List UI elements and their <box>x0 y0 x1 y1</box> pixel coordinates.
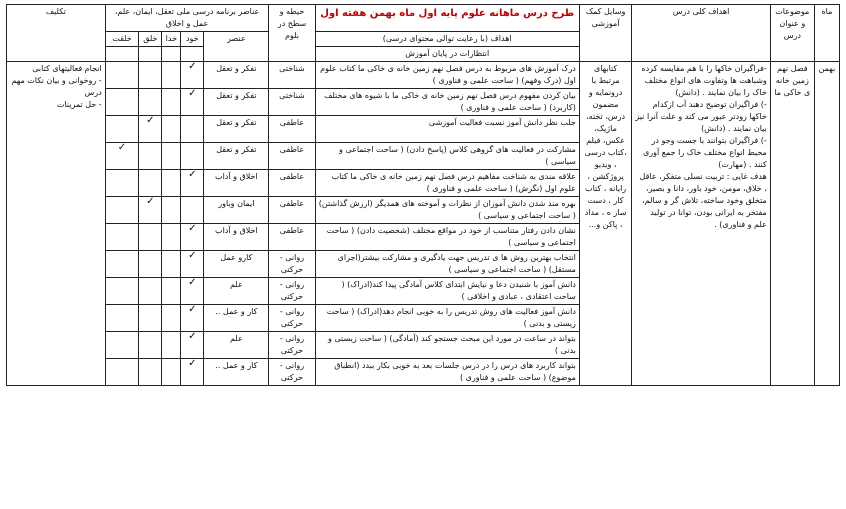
creation-check <box>139 143 162 170</box>
creation-check <box>139 359 162 386</box>
header-element: عنصر <box>204 32 269 62</box>
creation-check <box>139 89 162 116</box>
self-check: ✓ <box>181 251 204 278</box>
objectives-body <box>7 62 840 386</box>
element-cell: کار و عمل .. <box>204 359 269 386</box>
creation-check <box>139 224 162 251</box>
element-cell: کار و عمل .. <box>204 305 269 332</box>
creature-check: ✓ <box>105 143 139 170</box>
element-cell: علم <box>204 332 269 359</box>
creation-check: ✓ <box>139 116 162 143</box>
element-cell: ایمان وباور <box>204 197 269 224</box>
header-creation-blank <box>139 47 162 62</box>
header-domain-level: حیطه و سطح در بلوم <box>269 5 315 62</box>
god-check <box>162 359 181 386</box>
header-god: خدا <box>162 32 181 47</box>
god-check <box>162 143 181 170</box>
self-check: ✓ <box>181 62 204 89</box>
objective-cell: مشارکت در فعالیت های گروهی کلاس (پاسخ دادن) ( ساحت اجتماعی و سیاسی ) <box>315 143 579 170</box>
general-goals-cell: -فراگیران خاکها را با هم مقایسه کرده وشباهت ها وتفاوت های انواع مختلف خاک را بیان نمایند . (دانش) -) فراگیران توضیح دهند آب ازکدام خاکها زودتر عبور می کند و علت آنرا نیز بیان نمایند . (دانش) -) فراگیران بتوانند با جست وجو در محیط انواع مختلف خاک را جمع آوری کنند . (مهارت) هدف غایی : تربیت نسلی متفکر، عاقل ، خلاق، مومن، خود باور، دانا و بصیر، متخلق وخود ساخته، تلاش گر و سالم، مفتخر به ایرانی بودن، توانا در تولید علم و فناوری) . <box>632 62 770 386</box>
god-check <box>162 305 181 332</box>
objective-cell: بهره مند شدن دانش آموزان از نظرات و آموخته های همدیگر (ارزش گذاشتن) ( ساحت اجتماعی و سیاسی ) <box>315 197 579 224</box>
header-objectives: اهداف (با رعایت توالی محتوای درسی) <box>315 32 579 47</box>
god-check <box>162 197 181 224</box>
objective-cell: بتواند کاربرد های درس را در درس جلسات بعد به خوبی بکار ببدد (انطباق موضوع) ( ساحت علمی و فناوری ) <box>315 359 579 386</box>
god-check <box>162 116 181 143</box>
creation-check <box>139 170 162 197</box>
objective-cell: دانش آموز فعالیت های روش تدریس را به خوبی انجام دهد(ادراک) ( ساحت زیستی و بدنی ) <box>315 305 579 332</box>
header-tools: وسایل کمک آموزشی <box>579 5 631 62</box>
domain-cell: روانی - حرکتی <box>269 359 315 386</box>
domain-cell: روانی - حرکتی <box>269 332 315 359</box>
self-check <box>181 116 204 143</box>
header-expectations: انتظارات در پایان آموزش <box>315 47 579 62</box>
god-check <box>162 332 181 359</box>
self-check: ✓ <box>181 89 204 116</box>
creature-check <box>105 278 139 305</box>
objective-cell: بیان کردن مفهوم درس فصل نهم زمین خانه ی خاکی ما با شیوه های مختلف (کاربرد) ( ساحت علمی و فناوری ) <box>315 89 579 116</box>
element-cell: تفکر و تعقل <box>204 89 269 116</box>
creature-check <box>105 116 139 143</box>
tools-cell: کتابهای مرتبط با درونمایه و مضمون درس، تخته، ماژیک، عکس، فیلم ،کتاب درسی ، ویدیو پروژکشن ، رایانه ، کتاب کار ، دست ساز ه ، مداد ، پاکن و... <box>579 62 631 386</box>
objective-cell: دانش آموز با شنیدن دعا و نیایش ابتدای کلاس آمادگی پیدا کند(ادراک) ( ساحت اعتقادی ، عبادی و اخلاقی ) <box>315 278 579 305</box>
homework-cell: انجام فعالیتهای کتابی - روخوانی و بیان نکات مهم درس - حل تمرینات <box>7 62 106 386</box>
objective-cell: جلب نظر دانش آموز نسبت فعالیت آموزشی <box>315 116 579 143</box>
header-month: ماه <box>814 5 839 62</box>
creation-check <box>139 278 162 305</box>
creature-check <box>105 359 139 386</box>
god-check <box>162 62 181 89</box>
god-check <box>162 251 181 278</box>
header-homework: تکلیف <box>7 5 106 62</box>
topic-cell: فصل نهم زمین خانه ی خاکی ما <box>770 62 814 386</box>
creature-check <box>105 305 139 332</box>
domain-cell: عاطفی <box>269 224 315 251</box>
self-check <box>181 143 204 170</box>
element-cell: اخلاق و آداب <box>204 170 269 197</box>
creation-check <box>139 62 162 89</box>
creation-check <box>139 332 162 359</box>
domain-cell: شناختی <box>269 62 315 89</box>
self-check: ✓ <box>181 170 204 197</box>
self-check: ✓ <box>181 224 204 251</box>
lesson-plan-table <box>6 4 840 386</box>
domain-cell: عاطفی <box>269 143 315 170</box>
element-cell: کارو عمل <box>204 251 269 278</box>
creature-check <box>105 197 139 224</box>
creature-check <box>105 170 139 197</box>
creature-check <box>105 332 139 359</box>
domain-cell: عاطفی <box>269 116 315 143</box>
header-creation: خلق <box>139 32 162 47</box>
header-topics: موضوعات و عنوان درس <box>770 5 814 62</box>
header-self-blank <box>181 47 204 62</box>
creature-check <box>105 62 139 89</box>
self-check <box>181 197 204 224</box>
self-check: ✓ <box>181 305 204 332</box>
header-creature-blank <box>105 47 139 62</box>
god-check <box>162 224 181 251</box>
table-row <box>7 62 840 89</box>
element-cell: تفکر و تعقل <box>204 143 269 170</box>
objective-cell: انتخاب بهترین روش ها ی تدریس جهت یادگیری و مشارکت بیشتر(اجرای مستقل) ( ساحت اجتماعی و سیاسی ) <box>315 251 579 278</box>
element-cell: تفکر و تعقل <box>204 62 269 89</box>
objective-cell: علاقه مندی به شناخت مفاهیم درس فصل نهم زمین خانه ی خاکی ما کتاب علوم اول (نگرش) ( ساحت علمی و فناوری ) <box>315 170 579 197</box>
header-program-elements: عناصر برنامه درسی ملی تعقل، ایمان، علم، عمل و اخلاق <box>105 5 269 32</box>
creature-check <box>105 224 139 251</box>
self-check: ✓ <box>181 332 204 359</box>
god-check <box>162 278 181 305</box>
objective-cell: درک آموزش های مربوط به درس فصل نهم زمین خانه ی خاکی ما کتاب علوم اول (درک وفهم) ( ساحت علمی و فناوری ) <box>315 62 579 89</box>
header-general-goals: اهداف کلی درس <box>632 5 770 62</box>
element-cell: علم <box>204 278 269 305</box>
objective-cell: نشان دادن رفتار متناسب از خود در مواقع مختلف (شخصیت دادن) ( ساحت اجتماعی و سیاسی ) <box>315 224 579 251</box>
header-god-blank <box>162 47 181 62</box>
header-self: خود <box>181 32 204 47</box>
god-check <box>162 89 181 116</box>
header-creature: خلقت <box>105 32 139 47</box>
domain-cell: روانی - حرکتی <box>269 278 315 305</box>
objective-cell: بتواند در ساعت در مورد این مبحث جستجو کند (آمادگی) ( ساحت زیستی و بدنی ) <box>315 332 579 359</box>
creature-check <box>105 89 139 116</box>
domain-cell: روانی - حرکتی <box>269 251 315 278</box>
domain-cell: عاطفی <box>269 170 315 197</box>
domain-cell: روانی - حرکتی <box>269 305 315 332</box>
header-row-1 <box>7 5 840 32</box>
element-cell: تفکر و تعقل <box>204 116 269 143</box>
domain-cell: شناختی <box>269 89 315 116</box>
self-check: ✓ <box>181 278 204 305</box>
domain-cell: عاطفی <box>269 197 315 224</box>
creation-check <box>139 305 162 332</box>
plan-title: طرح درس ماهانه علوم پایه اول ماه بهمن هفته اول <box>315 5 579 32</box>
self-check: ✓ <box>181 359 204 386</box>
month-cell: بهمن <box>814 62 839 386</box>
god-check <box>162 170 181 197</box>
creature-check <box>105 251 139 278</box>
creation-check: ✓ <box>139 197 162 224</box>
creation-check <box>139 251 162 278</box>
element-cell: اخلاق و آداب <box>204 224 269 251</box>
